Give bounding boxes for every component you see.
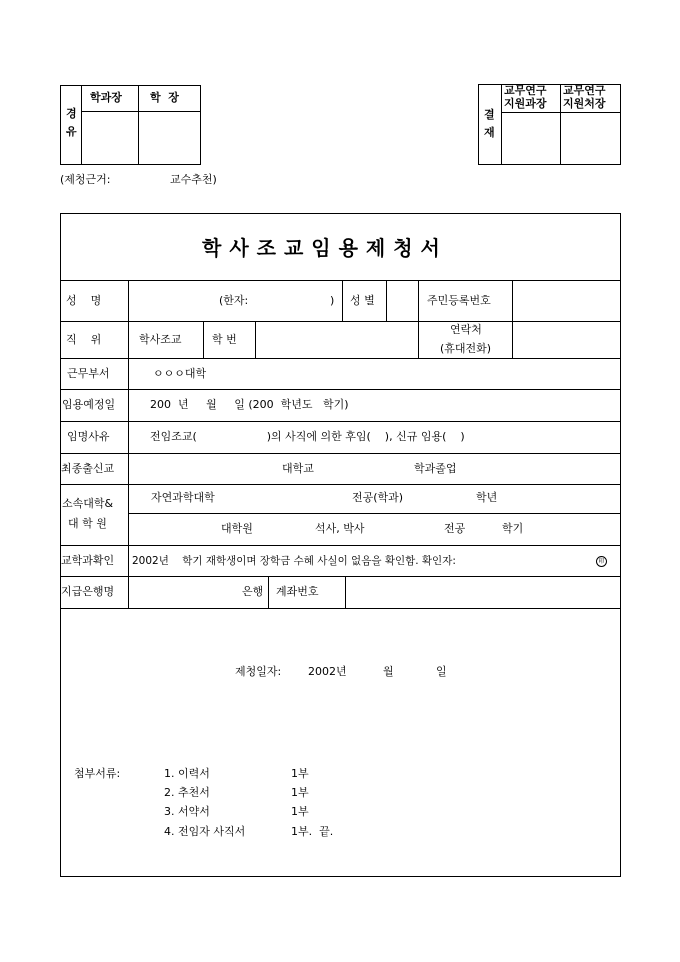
name-label: 성 명 [66, 294, 102, 307]
account-label: 계좌번호 [276, 585, 319, 598]
affiliation-grad-major: 전공 [444, 522, 466, 535]
attachment-item-count: 1부 [291, 786, 309, 799]
form-title: 학사조교임용제청서 [202, 236, 448, 260]
affiliation-term: 학기 [502, 522, 524, 535]
approval-label-top: 결 [484, 108, 495, 121]
school-univ: 대학교 [282, 462, 314, 475]
seal-icon: 印 [596, 556, 607, 567]
submit-date-label: 제청일자: [235, 665, 282, 678]
affiliation-label-line1: 소속대학& [62, 497, 114, 510]
attachment-item-name: 1. 이력서 [164, 767, 210, 780]
basis-value: 교수추천) [170, 173, 217, 186]
routing-head-dean: 학 장 [150, 91, 179, 104]
attachment-item-name: 2. 추천서 [164, 786, 210, 799]
routing-label-top: 경 [66, 107, 77, 120]
student-no-label: 학 번 [212, 333, 237, 346]
approval-col2-line2: 지원처장 [563, 97, 606, 110]
position-label: 직 위 [66, 333, 102, 346]
attachment-item-count: 1부 [291, 767, 309, 780]
basis-label: (제청근거: [60, 173, 111, 186]
approval-col1-line2: 지원과장 [504, 97, 547, 110]
school-dept-grad: 학과졸업 [414, 462, 457, 475]
affiliation-degree: 석사, 박사 [315, 522, 365, 535]
name-hanja-label: (한자: [219, 294, 249, 307]
affiliation-college: 자연과학대학 [151, 491, 215, 504]
submit-date-day: 일 [436, 665, 447, 678]
approval-col2-line1: 교무연구 [563, 84, 606, 97]
approval-col1-line1: 교무연구 [504, 84, 547, 97]
appoint-date-label: 임용예정일 [62, 398, 116, 411]
bank-name: 은행 [242, 585, 264, 598]
contact-label-line2: (휴대전화) [440, 342, 492, 355]
name-hanja-close: ) [330, 294, 335, 307]
rrn-label: 주민등록번호 [427, 294, 491, 307]
affiliation-label-line2: 대 학 원 [68, 517, 107, 530]
routing-label-bottom: 유 [66, 125, 77, 138]
position-value: 학사조교 [139, 333, 182, 346]
dept-label: 근무부서 [67, 367, 110, 380]
attachment-item-name: 3. 서약서 [164, 805, 210, 818]
attachment-item-name: 4. 전임자 사직서 [164, 825, 246, 838]
submit-date-month: 월 [383, 665, 394, 678]
attachment-item-count: 1부 [291, 805, 309, 818]
dept-value: ㅇㅇㅇ대학 [153, 367, 207, 380]
attachment-item-count: 1부. 끝. [291, 825, 334, 838]
affiliation-major: 전공(학과) [352, 491, 404, 504]
confirm-value: 2002년 학기 재학생이며 장학금 수혜 사실이 없음을 확인함. 확인자: [132, 555, 456, 567]
routing-head-dept: 학과장 [90, 91, 122, 104]
approval-label-bottom: 재 [484, 126, 495, 139]
appoint-date-value: 200 년 월 일 (200 학년도 학기) [150, 398, 349, 411]
routing-divider [81, 85, 82, 165]
reason-label: 임명사유 [67, 430, 110, 443]
submit-date-year: 2002년 [308, 665, 347, 678]
attachments-label: 첨부서류: [74, 767, 121, 780]
reason-value: 전임조교( )의 사직에 의한 후임( ), 신규 임용( ) [150, 430, 465, 443]
bank-label: 지급은행명 [61, 585, 115, 598]
affiliation-grad: 대학원 [221, 522, 253, 535]
school-label: 최종출신교 [61, 462, 115, 475]
confirm-label: 교학과확인 [61, 554, 115, 567]
contact-label-line1: 연락처 [450, 323, 482, 336]
gender-label: 성 별 [350, 294, 375, 307]
affiliation-year: 학년 [476, 491, 498, 504]
